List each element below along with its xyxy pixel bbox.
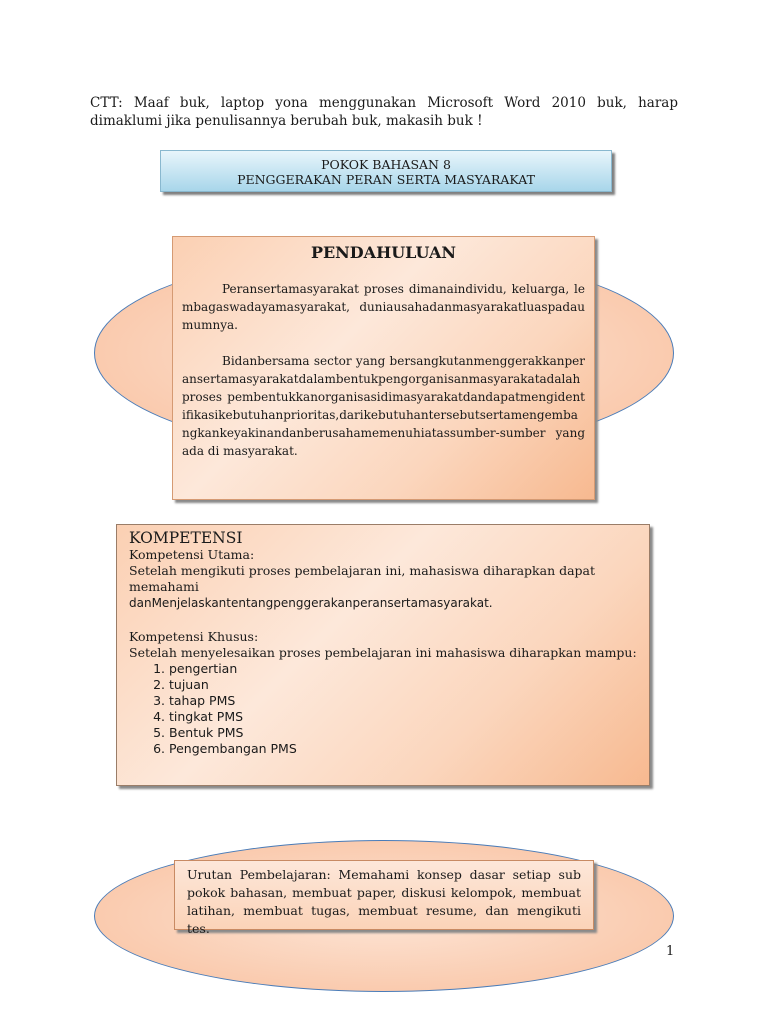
page-number: 1 [666,944,675,959]
kompetensi-title: KOMPETENSI [129,529,243,547]
pendahuluan-title: PENDAHULUAN [310,243,457,262]
kompetensi-khusus-text: Setelah menyelesaikan proses pembelajaran ini mahasiswa diharapkan mampu: [129,645,637,660]
list-item: 2. tujuan [169,677,637,693]
chapter-number: POKOK BAHASAN 8 [321,157,451,172]
urutan-pembelajaran-box [174,860,594,936]
spacer [129,611,637,629]
list-item: 5. Bentuk PMS [169,725,637,741]
kompetensi-card [116,524,650,786]
author-note [90,94,678,130]
kompetensi-utama-label: Kompetensi Utama: [129,547,255,562]
author-note-text: CTT: Maaf buk, laptop yona menggunakan Microsoft Word 2010 buk, harap dimaklumi jika penulisannya berubah buk, makasih buk ! [90,95,678,129]
kompetensi-utama-text-2: danMenjelaskantentangpenggerakanperansertamasyarakat. [129,596,493,610]
kompetensi-khusus-label: Kompetensi Khusus: [129,629,259,644]
chapter-title-box [160,150,612,192]
list-item: 6. Pengembangan PMS [169,741,637,757]
pendahuluan-card [172,236,595,500]
pendahuluan-paragraph-2: Bidanbersama sector yang bersangkutanmenggerakkanperansertamasyarakatdalambentukpengorganisanmasyarakatadalah proses pembentukkanorganisasidimasyarakatdandapatmengidentifikasikebutuhanprioritas,darikebutuhantersebutsertamengembangkankeyakinandanberusahamemenuhiatassumber-sumber yang ada di masyarakat. [182,354,585,458]
urutan-pembelajaran-text: Urutan Pembelajaran: Memahami konsep dasar setiap sub pokok bahasan, membuat paper, diskusi kelompok, membuat latihan, membuat tugas, membuat resume, dan mengikuti tes. [187,867,581,936]
list-item: 3. tahap PMS [169,693,637,709]
list-item: 4. tingkat PMS [169,709,637,725]
list-item: 1. pengertian [169,661,637,677]
kompetensi-list [129,661,637,757]
kompetensi-utama-text: Setelah mengikuti proses pembelajaran ini, mahasiswa diharapkan dapat memahami [129,563,596,594]
pendahuluan-paragraph-1: Peransertamasyarakat proses dimanaindividu, keluarga, lembagaswadayamasyarakat, duniausahadanmasyarakatluaspadaumumnya. [182,282,585,332]
chapter-title: PENGGERAKAN PERAN SERTA MASYARAKAT [237,172,535,187]
